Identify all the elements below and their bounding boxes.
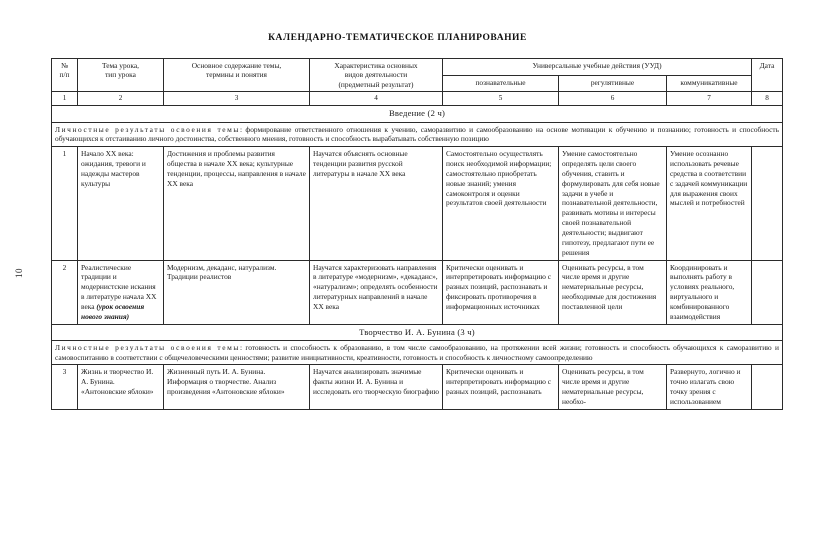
row-topic — [78, 365, 164, 409]
personal-results-row — [52, 122, 783, 147]
row-uud-communicative: Развернуто, логично и точно излагать свою точку зрения с использованием — [667, 365, 752, 409]
row-content: Модернизм, декаданс, натурализм. Традиции реалистов — [164, 260, 310, 324]
row-uud-cognitive: Самостоятельно осуществлять поиск необходимой информации; самостоятельно приобретать новые знаний; умения самоконтроля и оценки результатов своей деятельности — [443, 147, 559, 260]
personal-results-row — [52, 340, 783, 365]
row-activity: Научатся анализировать значимые факты жизни И. А. Бунина и исследовать его творческую биографию — [310, 365, 443, 409]
row-index: 1 — [52, 147, 78, 260]
personal-results-label: Личностные результаты освоения темы — [55, 342, 240, 352]
table-row — [52, 147, 783, 260]
row-index: 2 — [52, 260, 78, 324]
row-index: 3 — [52, 365, 78, 409]
column-number: 4 — [310, 92, 443, 106]
column-number: 8 — [752, 92, 783, 106]
row-topic-text: Реалистические традиции и модернистские искания в литературе начала XX века — [81, 262, 157, 311]
table-row — [52, 260, 783, 324]
personal-results-label: Личностные результаты освоения темы — [55, 124, 240, 134]
section-title-row — [52, 106, 783, 122]
row-activity: Научатся объяснять основные тенденции развития русской литературы в начале XX века — [310, 147, 443, 260]
column-number: 1 — [52, 92, 78, 106]
row-uud-cognitive: Критически оценивать и интерпретировать информацию с разных позиций, распознавать — [443, 365, 559, 409]
personal-results-text: : формирование ответственного отношения к учению, саморазвитию и самообразованию на основе мотивации к обучению и познанию; готовность и способность обучающихся к отстаиванию личного достоинства, собственного мнения, готовность и способность вырабатывать собственную позицию — [55, 124, 779, 144]
row-uud-cognitive: Критически оценивать и интерпретировать информацию с разных позиций, распознавать и фиксировать противоречия в информационных источниках — [443, 260, 559, 324]
header-number: № п/п — [52, 59, 78, 92]
table-header-row-main — [52, 59, 783, 76]
row-content: Достижения и проблемы развития общества в начале XX века; культурные тенденции, процессы, направления в начале XX века — [164, 147, 310, 260]
header-uud-communicative: коммуникативные — [667, 75, 752, 92]
column-number: 7 — [667, 92, 752, 106]
page-number: 10 — [14, 268, 24, 278]
header-activity-characteristics: Характеристика основных видов деятельности (предметный результат) — [310, 59, 443, 92]
row-topic — [78, 147, 164, 260]
column-number: 6 — [559, 92, 667, 106]
header-uud-group: Универсальные учебные действия (УУД) — [443, 59, 752, 76]
row-uud-communicative: Координировать и выполнять работу в условиях реального, виртуального и комбинированного взаимодействия — [667, 260, 752, 324]
header-uud-regulative: регулятивные — [559, 75, 667, 92]
row-topic-text: Жизнь и творчество И. А. Бунина. «Антоновские яблоки» — [81, 367, 154, 397]
column-number: 5 — [443, 92, 559, 106]
row-activity: Научатся характеризовать направления в литературе «модернизм», «декаданс», «натурализм»; определять особенности литературных направлений в начале XX века — [310, 260, 443, 324]
section-title-row — [52, 324, 783, 340]
personal-results-text: : готовность и способность к образованию, в том числе самообразованию, на протяжении всей жизни; готовность и способность обучающихся к саморазвитию и самовоспитанию в соответствии с общечеловеческими ценностями; развитие инициативности, креативности, готовность и способность к личностному самоопределению — [55, 342, 779, 362]
section-title: Творчество И. А. Бунина (3 ч) — [52, 324, 783, 340]
header-date: Дата — [752, 59, 783, 92]
table-row — [52, 365, 783, 409]
personal-results — [52, 122, 783, 147]
page-title: КАЛЕНДАРНО-ТЕМАТИЧЕСКОЕ ПЛАНИРОВАНИЕ — [268, 33, 527, 43]
column-number: 2 — [78, 92, 164, 106]
row-content: Жизненный путь И. А. Бунина. Информация о творчестве. Анализ произведения «Антоновские яблоки» — [164, 365, 310, 409]
header-lesson-topic: Тема урока, тип урока — [78, 59, 164, 92]
personal-results — [52, 340, 783, 365]
row-date — [752, 365, 783, 409]
header-uud-cognitive: познавательные — [443, 75, 559, 92]
header-main-content: Основное содержание темы, термины и понятия — [164, 59, 310, 92]
row-uud-regulative: Умение самостоятельно определять цели своего обучения, ставить и формулировать для себя новые задачи в учебе и познавательной деятельности, развивать мотивы и интересы своей познавательной деятельности; выдвигают гипотезу, предлагают пути ее решения — [559, 147, 667, 260]
row-topic — [78, 260, 164, 324]
table-column-numbers-row — [52, 92, 783, 106]
row-uud-regulative: Оценивать ресурсы, в том числе время и другие нематериальные ресурсы, необхо- — [559, 365, 667, 409]
row-date — [752, 260, 783, 324]
column-number: 3 — [164, 92, 310, 106]
calendar-thematic-plan-table-wrapper — [51, 58, 782, 410]
row-date — [752, 147, 783, 260]
row-topic-lesson-type: (урок освоения нового знания) — [81, 301, 145, 321]
calendar-thematic-plan-table — [51, 58, 783, 410]
row-topic-text: Начало XX века: ожидания, тревоги и надежды мастеров культуры — [81, 149, 146, 188]
section-title: Введение (2 ч) — [52, 106, 783, 122]
row-uud-regulative: Оценивать ресурсы, в том числе время и другие нематериальные ресурсы, необходимые для достижения поставленной цели — [559, 260, 667, 324]
row-uud-communicative: Умение осознанно использовать речевые средства в соответствии с задачей коммуникации для выражения своих мыслей и потребностей — [667, 147, 752, 260]
